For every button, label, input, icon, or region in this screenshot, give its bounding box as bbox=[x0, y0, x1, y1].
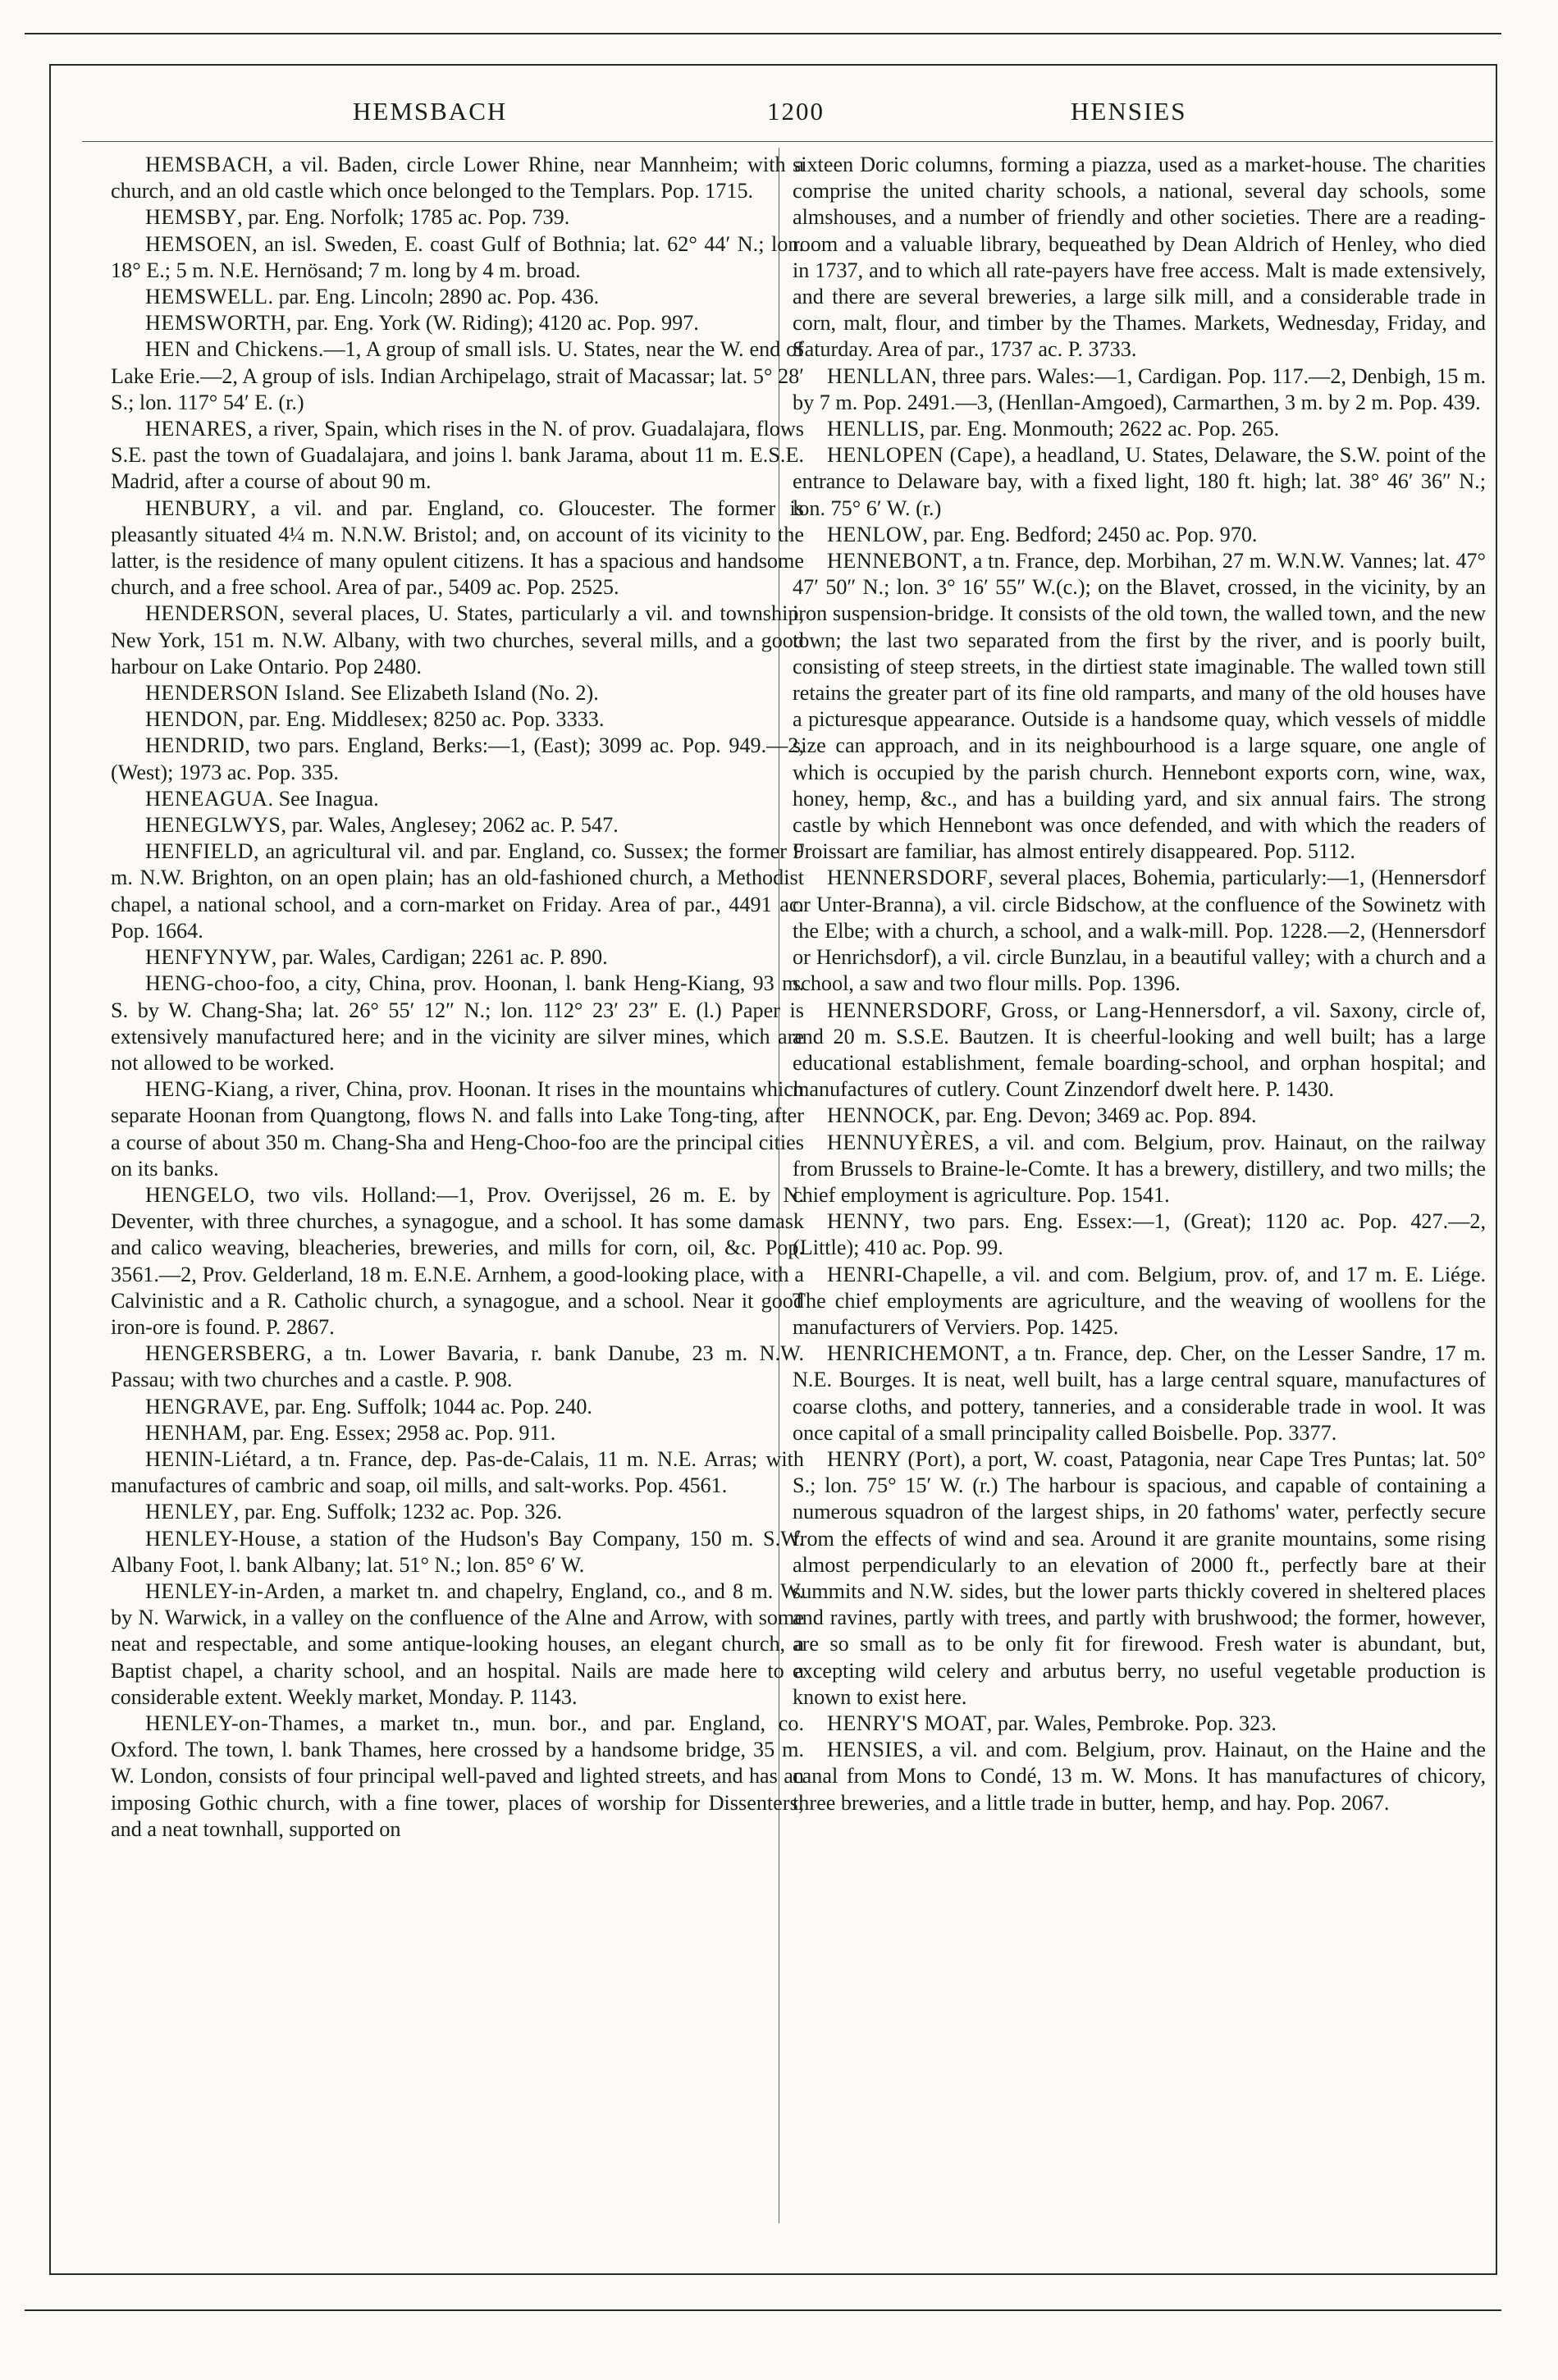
left-column-entry bbox=[111, 706, 804, 733]
entry-headword: HENFIELD bbox=[145, 839, 254, 864]
left-column-entry bbox=[111, 1341, 804, 1393]
entry-body: , a vil. Saxony, circle of, and 20 m. S.S.E. Bautzen. It is cheerful-looking and well built; has a large educational establishment, female boarding-school, and orphan hospital; and manufactures of cutlery. Count Zinzendorf dwelt here. P. 1430. bbox=[793, 998, 1486, 1102]
entry-headword: HENNY bbox=[827, 1209, 905, 1234]
right-column-entry bbox=[793, 363, 1486, 416]
left-column-entry bbox=[111, 1578, 804, 1711]
right-column-entry bbox=[793, 1711, 1486, 1737]
entry-body: . See Elizabeth Island (No. 2). bbox=[340, 681, 599, 706]
entry-headword: HENRY (Port) bbox=[827, 1446, 961, 1471]
entry-body: , par. Wales, Pembroke. Pop. 323. bbox=[986, 1711, 1277, 1735]
left-column bbox=[111, 152, 804, 2211]
entry-headword: HENEGLWYS bbox=[145, 813, 281, 838]
left-column-entry bbox=[111, 496, 804, 601]
right-column bbox=[793, 152, 1486, 2211]
right-column-entry bbox=[793, 1262, 1486, 1341]
entry-headword: HENLLAN bbox=[827, 363, 932, 388]
entry-headword: HENLOW bbox=[827, 522, 923, 546]
entry-headword: HEN and Chickens bbox=[145, 337, 318, 362]
entry-headword: HENNUYÈRES bbox=[827, 1130, 975, 1154]
page-border-top-outer bbox=[25, 33, 1501, 34]
entry-body: , two pars. England, Berks:—1, (East); 3099 ac. Pop. 949.—2, (West); 1973 ac. Pop. 335. bbox=[111, 733, 804, 784]
left-column-entry bbox=[111, 1394, 804, 1420]
left-column-entry bbox=[111, 786, 804, 812]
left-column-entry bbox=[111, 733, 804, 785]
running-header bbox=[82, 97, 1477, 136]
entry-body: , par. Eng. Suffolk; 1044 ac. Pop. 240. bbox=[263, 1394, 592, 1418]
entry-body: , par. Eng. Norfolk; 1785 ac. Pop. 739. bbox=[237, 205, 570, 230]
entry-body: , a city, China, prov. Hoonan, l. bank Heng-Kiang, 93 m. S. by W. Chang-Sha; lat. 26° 55′ 12″ N.; lon. 112° 23′ 23″ E. (l.) Paper is extensively manufactured here; and in the vicinity are silver mines, which are not allowed to be worked. bbox=[111, 971, 804, 1075]
right-column-entry bbox=[793, 416, 1486, 442]
left-column-entry bbox=[111, 1499, 804, 1525]
entry-headword: HEMSOEN bbox=[145, 231, 253, 256]
left-column-entry bbox=[111, 971, 804, 1076]
entry-body: , a river, Spain, which rises in the N. of prov. Guadalajara, flows S.E. past the town of Guadalajara, and joins l. bank Jarama, about 11 m. E.S.E. Madrid, after a course of about 90 m. bbox=[111, 417, 804, 494]
page-number: 1200 bbox=[767, 97, 825, 126]
left-column-entry bbox=[111, 1526, 804, 1578]
entry-headword: HENSIES bbox=[827, 1738, 919, 1762]
entry-headword: HEMSBACH bbox=[145, 153, 268, 176]
left-column-entry bbox=[111, 944, 804, 971]
page-border-left bbox=[49, 64, 51, 2275]
right-column-entry bbox=[793, 1341, 1486, 1446]
entry-headword: HENGRAVE bbox=[145, 1394, 264, 1418]
entry-headword: HENGELO bbox=[145, 1182, 250, 1207]
entry-body: , three pars. Wales:—1, Cardigan. Pop. 117.—2, Denbigh, 15 m. by 7 m. Pop. 2491.—3, (Henllan-Amgoed), Carmarthen, 3 m. by 2 m. Pop. 439. bbox=[793, 363, 1486, 414]
left-column-entry bbox=[111, 680, 804, 706]
right-column-entry bbox=[793, 442, 1486, 522]
entry-headword: HENLEY-on-Thames bbox=[145, 1711, 340, 1735]
entry-body: , a market tn., mun. bor., and par. England, co. Oxford. The town, l. bank Thames, here crossed by a handsome bridge, 35 m. W. London, consists of four principal well-paved and lighted streets, and has an imposing Gothic church, with a fine tower, places of worship for Dissenters; and a neat townhall, supported on bbox=[111, 1711, 804, 1841]
entry-body: , several places, Bohemia, particularly:—1, (Hennersdorf or Unter-Branna), a vil. circle Bidschow, at the confluence of the Sowinetz with the Elbe; with a church, a school, and a walk-mill. Pop. 1228.—2, (Hennersdorf or Henrichsdorf), a vil. circle Bunzlau, in a beautiful valley; with a church and a school, a saw and two flour mills. Pop. 1396. bbox=[793, 866, 1486, 996]
entry-body: , par. Eng. Devon; 3469 ac. Pop. 894. bbox=[934, 1103, 1257, 1128]
entry-headword: HENHAM bbox=[145, 1420, 242, 1445]
right-column-entry bbox=[793, 1130, 1486, 1209]
entry-body: , a tn. France, dep. Pas-de-Calais, 11 m. N.E. Arras; with manufactures of cambric and soap, oil mills, and salt-works. Pop. 4561. bbox=[111, 1446, 804, 1498]
entry-body: , par. Eng. York (W. Riding); 4120 ac. Pop. 997. bbox=[286, 311, 699, 336]
entry-body: , two pars. Eng. Essex:—1, (Great); 1120 ac. Pop. 427.—2, (Little); 410 ac. Pop. 99. bbox=[793, 1209, 1486, 1260]
entry-body: , a vil. and com. Belgium, prov. Hainaut, on the railway from Brussels to Braine-le-Comte. It has a brewery, distillery, and two mills; the chief employment is agriculture. Pop. 1541. bbox=[793, 1130, 1486, 1207]
entry-body: , a tn. Lower Bavaria, r. bank Danube, 23 m. N.W. Passau; with two churches and a castle. P. 908. bbox=[111, 1341, 804, 1392]
entry-headword: HENRI-Chapelle bbox=[827, 1262, 982, 1286]
left-column-entry bbox=[111, 416, 804, 496]
entry-body: , a vil. and par. England, co. Gloucester. The former is pleasantly situated 4¼ m. N.N.W. Bristol; and, on account of its vicinity to the latter, is the residence of many opulent citizens. It has a spacious and handsome church, and a free school. Area of par., 5409 ac. Pop. 2525. bbox=[111, 496, 804, 600]
right-column-entry bbox=[793, 998, 1486, 1103]
entry-body: , an isl. Sweden, E. coast Gulf of Bothnia; lat. 62° 44′ N.; lon. 18° E.; 5 m. N.E. Hernösand; 7 m. long by 4 m. broad. bbox=[111, 231, 804, 282]
entry-headword: HENNERSDORF bbox=[827, 866, 989, 890]
entry-body: , a vil. and com. Belgium, prov. of, and 17 m. E. Liége. The chief employments are agriculture, and the weaving of woollens for the manufacturers of Verviers. Pop. 1425. bbox=[793, 1262, 1486, 1339]
left-column-entry bbox=[111, 838, 804, 944]
entry-headword: HENRICHEMONT bbox=[827, 1341, 1004, 1366]
entry-headword: HENBURY bbox=[145, 496, 251, 520]
entry-headword: HENLLIS bbox=[827, 417, 920, 441]
entry-headword: HENLEY-in-Arden bbox=[145, 1578, 320, 1603]
right-column-entry bbox=[793, 1103, 1486, 1129]
entry-headword: HENLEY-House bbox=[145, 1526, 296, 1551]
entry-headword: HENDERSON bbox=[145, 601, 280, 626]
entry-body: , a tn. France, dep. Morbihan, 27 m. W.N.W. Vannes; lat. 47° 47′ 50″ N.; lon. 3° 16′ 55″ W.(c.); on the Blavet, crossed, in the vicinity, by an iron suspension-bridge. It consists of the old town, the walled town, and the new town; the last two separated from the first by the river, and is poorly built, consisting of steep streets, in the dirtiest state imaginable. The walled town still retains the greater part of its fine old ramparts, and many of the old houses have a picturesque appearance. Outside is a handsome quay, which vessels of middle size can approach, and in its neighbourhood is a large square, one angle of which is occupied by the parish church. Hennebont exports corn, wine, wax, honey, hemp, &c., and has a building yard, and six annual fairs. The strong castle by which Hennebont was once defended, and with which the readers of Froissart are familiar, has almost entirely disappeared. Pop. 5112. bbox=[793, 549, 1486, 864]
entry-headword: HENARES bbox=[145, 417, 248, 441]
entry-headword: HEMSWORTH bbox=[145, 311, 286, 336]
entry-body: , several places, U. States, particularly a vil. and township, New York, 151 m. N.W. Albany, with two churches, several mills, and a good harbour on Lake Ontario. Pop 2480. bbox=[111, 601, 804, 678]
entry-body: , an agricultural vil. and par. England, co. Sussex; the former 9 m. N.W. Brighton, on an open plain; has an old-fashioned church, a Methodist chapel, a national school, and a corn-market on Friday. Area of par., 4491 ac. Pop. 1664. bbox=[111, 839, 804, 943]
entry-body: , two vils. Holland:—1, Prov. Overijssel, 26 m. E. by N. Deventer, with three churches, a synagogue, and a school. It has some damask and calico weaving, bleacheries, breweries, and mills for corn, oil, &c. Pop. 3561.—2, Prov. Gelderland, 18 m. E.N.E. Arnhem, a good-looking place, with a Calvinistic and a R. Catholic church, a synagogue, and a school. Near it good iron-ore is found. P. 2867. bbox=[111, 1182, 804, 1339]
entry-body: , par. Wales, Cardigan; 2261 ac. P. 890. bbox=[271, 945, 608, 970]
entry-body: , a tn. France, dep. Cher, on the Lesser Sandre, 17 m. N.E. Bourges. It is neat, well built, has a large central square, manufactures of coarse cloths, and pottery, tanneries, and a considerable trade in wool. It was once capital of a small principality called Boisbelle. Pop. 3377. bbox=[793, 1341, 1486, 1445]
entry-headword: HENNOCK bbox=[827, 1103, 935, 1128]
left-column-entry bbox=[111, 1446, 804, 1499]
entry-body: , par. Eng. Middlesex; 8250 ac. Pop. 3333. bbox=[238, 707, 605, 732]
left-column-entry bbox=[111, 812, 804, 838]
left-column-entry bbox=[111, 284, 804, 310]
entry-headword: HENRY'S MOAT bbox=[827, 1711, 987, 1735]
header-rule bbox=[82, 141, 1493, 142]
entry-body: , par. Eng. Essex; 2958 ac. Pop. 911. bbox=[241, 1420, 556, 1445]
entry-headword: HENGERSBERG bbox=[145, 1341, 307, 1366]
entry-headword: HENG-choo-foo bbox=[145, 971, 295, 996]
entry-headword: HENG-Kiang bbox=[145, 1077, 269, 1102]
entry-headword: HENLEY bbox=[145, 1500, 234, 1524]
right-column-entry bbox=[793, 1737, 1486, 1816]
right-column-entry bbox=[793, 1446, 1486, 1711]
left-column-entry bbox=[111, 1420, 804, 1446]
entry-headword: HEMSBY bbox=[145, 205, 238, 230]
page-border-right bbox=[1496, 64, 1497, 2275]
left-column-entry bbox=[111, 310, 804, 336]
entry-headword: HENLOPEN (Cape) bbox=[827, 443, 1011, 468]
entry-body: , a station of the Hudson's Bay Company, 150 m. S.W. Albany Foot, l. bank Albany; lat. 51° N.; lon. 85° 6′ W. bbox=[111, 1526, 804, 1577]
entry-body: , par. Eng. Bedford; 2450 ac. Pop. 970. bbox=[922, 522, 1258, 546]
header-left-word: HEMSBACH bbox=[353, 97, 508, 126]
entry-body: . See Inagua. bbox=[267, 786, 379, 811]
entry-body: sixteen Doric columns, forming a piazza, used as a market-house. The charities comprise the united charity schools, a national, several day schools, some almshouses, and a number of friendly and other societies. There are a reading-room and a valuable library, bequeathed by Dean Aldrich of Henley, who died in 1737, and to which all rate-payers have free access. Malt is made extensively, and there are several breweries, a large silk mill, and a considerable trade in corn, malt, flour, and timber by the Thames. Markets, Wednesday, Friday, and Saturday. Area of par., 1737 ac. P. 3733. bbox=[793, 153, 1486, 362]
entry-headword: HENNERSDORF, Gross, or Lang-Hennersdorf bbox=[827, 998, 1261, 1022]
entry-body: , par. Eng. Suffolk; 1232 ac. Pop. 326. bbox=[233, 1500, 563, 1524]
right-column-entry bbox=[793, 1208, 1486, 1261]
left-column-entry bbox=[111, 231, 804, 284]
left-column-entry bbox=[111, 1711, 804, 1843]
entry-headword: HENNEBONT bbox=[827, 549, 962, 573]
entry-body: , a market tn. and chapelry, England, co., and 8 m. W. by N. Warwick, in a valley on the confluence of the Alne and Arrow, with some neat and respectable, and some antique-looking houses, an elegant church, a Baptist chapel, a charity school, and an hospital. Nails are made here to a considerable extent. Weekly market, Monday. P. 1143. bbox=[111, 1578, 804, 1709]
entry-headword: HENDRID bbox=[145, 733, 245, 758]
entry-headword: HEMSWELL bbox=[145, 285, 268, 309]
entry-body: , a river, China, prov. Hoonan. It rises in the mountains which separate Hoonan from Quangtong, flows N. and falls into Lake Tong-ting, after a course of about 350 m. Chang-Sha and Heng-Choo-foo are the principal cities on its banks. bbox=[111, 1077, 804, 1181]
entry-body: , a port, W. coast, Patagonia, near Cape Tres Puntas; lat. 50° S.; lon. 75° 15′ W. (r.) The harbour is spacious, and capable of containing a numerous squadron of the largest ships, in 20 fathoms' water, perfectly secure from the effects of wind and sea. Around it are granite mountains, some rising almost perpendicularly to an elevation of 2000 ft., perfectly bare at their summits and N.W. sides, but the lower parts thickly covered in sheltered places and ravines, partly with trees, and partly with brushwood; the former, however, are so small as to be only fit for firewood. Fresh water is abundant, but, excepting wild celery and arbutus berry, no useful vegetable production is known to exist here. bbox=[793, 1446, 1486, 1709]
header-right-word: HENSIES bbox=[1071, 97, 1187, 126]
right-column-entry bbox=[793, 522, 1486, 548]
right-column-entry bbox=[793, 152, 1486, 363]
entry-body: , a headland, U. States, Delaware, the S.W. point of the entrance to Delaware bay, with a fixed light, 180 ft. high; lat. 38° 46′ 36″ N.; lon. 75° 6′ W. (r.) bbox=[793, 443, 1486, 520]
left-column-entry bbox=[111, 336, 804, 416]
entry-headword: HENDERSON Island bbox=[145, 681, 340, 706]
entry-body: , a vil. Baden, circle Lower Rhine, near Mannheim; with a church, and an old castle which once belonged to the Templars. Pop. 1715. bbox=[111, 153, 804, 203]
left-column-entry bbox=[111, 1076, 804, 1182]
entry-body: . par. Eng. Lincoln; 2890 ac. Pop. 436. bbox=[267, 285, 600, 309]
right-column-entry bbox=[793, 548, 1486, 865]
right-column-entry bbox=[793, 865, 1486, 997]
left-column-entry bbox=[111, 1182, 804, 1341]
page-border-top-inner bbox=[49, 64, 1497, 66]
entry-body: .—1, A group of small isls. U. States, near the W. end of Lake Erie.—2, A group of isls. Indian Archipelago, strait of Macassar; lat. 5° 28′ S.; lon. 117° 54′ E. (r.) bbox=[111, 337, 804, 414]
entry-headword: HENEAGUA bbox=[145, 786, 268, 811]
entry-headword: HENFYNYW bbox=[145, 945, 272, 970]
entry-body: , par. Wales, Anglesey; 2062 ac. P. 547. bbox=[281, 813, 619, 838]
page-border-bottom bbox=[49, 2273, 1497, 2275]
entry-headword: HENDON bbox=[145, 707, 239, 732]
entry-headword: HENIN-Liétard bbox=[145, 1446, 287, 1471]
entry-body: , par. Eng. Monmouth; 2622 ac. Pop. 265. bbox=[919, 417, 1280, 441]
left-column-entry bbox=[111, 152, 804, 204]
entry-body: , a vil. and com. Belgium, prov. Hainaut, on the Haine and the canal from Mons to Condé, 13 m. W. Mons. It has manufactures of chicory, three breweries, and a little trade in butter, hemp, and hay. Pop. 2067. bbox=[793, 1738, 1486, 1815]
left-column-entry bbox=[111, 601, 804, 680]
page-border-bottom-outer bbox=[25, 2309, 1501, 2311]
left-column-entry bbox=[111, 204, 804, 231]
